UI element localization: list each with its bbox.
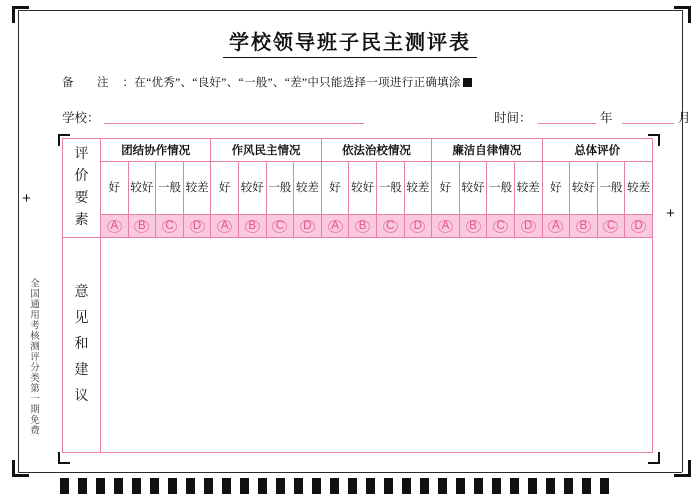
timing-bar <box>348 478 357 494</box>
table-row-options <box>63 162 653 215</box>
side-margin-text: 全国通用考核测评分类第一期免费 <box>28 278 38 436</box>
note-line <box>62 74 642 90</box>
bubble-cell-1-0[interactable] <box>211 215 239 238</box>
bubble-cell-2-1[interactable] <box>349 215 377 238</box>
timing-bar <box>510 478 519 494</box>
timing-bar <box>294 478 303 494</box>
table-row-group-headers <box>63 139 653 162</box>
corner-mark-bottom-left-icon <box>12 460 29 477</box>
timing-track <box>60 478 660 494</box>
option-cell-1-1: 较好 <box>238 162 266 215</box>
year-input-line[interactable] <box>538 123 596 124</box>
note-label: 备 注 <box>62 77 115 89</box>
school-time-row <box>62 108 691 128</box>
time-label: 时间： <box>494 111 532 125</box>
option-cell-3-3: 较差 <box>514 162 542 215</box>
filled-bubble-sample-icon <box>463 78 472 87</box>
page-frame-left <box>18 10 19 472</box>
bubble-3-3[interactable]: D <box>521 220 536 233</box>
bubble-cell-2-0[interactable] <box>321 215 349 238</box>
bubble-cell-3-3[interactable] <box>514 215 542 238</box>
timing-bar <box>420 478 429 494</box>
timing-bar <box>384 478 393 494</box>
bubble-2-0[interactable]: A <box>328 220 343 233</box>
timing-bar <box>204 478 213 494</box>
page-title-text: 学校领导班子民主测评表 <box>223 32 477 58</box>
timing-bar <box>564 478 573 494</box>
timing-bar <box>276 478 285 494</box>
page-frame-right <box>682 10 683 472</box>
bubble-cell-0-3[interactable] <box>183 215 211 238</box>
table-row-bubbles <box>63 215 653 238</box>
timing-bar <box>114 478 123 494</box>
bubble-3-2[interactable]: C <box>493 220 508 233</box>
evaluation-table <box>62 138 653 453</box>
bubble-cell-2-3[interactable] <box>404 215 432 238</box>
timing-bar <box>474 478 483 494</box>
bubble-cell-1-2[interactable] <box>266 215 294 238</box>
timing-bar <box>366 478 375 494</box>
timing-bar <box>402 478 411 494</box>
bubble-cell-3-1[interactable] <box>459 215 487 238</box>
option-cell-2-3: 较差 <box>404 162 432 215</box>
option-cell-1-0: 好 <box>211 162 239 215</box>
school-input-line[interactable] <box>104 123 364 124</box>
bubble-cell-4-1[interactable] <box>570 215 598 238</box>
bubble-0-2[interactable]: C <box>162 220 177 233</box>
bubble-1-0[interactable]: A <box>217 220 232 233</box>
timing-bar <box>312 478 321 494</box>
registration-plus-right-icon: + <box>666 205 675 222</box>
timing-bar <box>546 478 555 494</box>
option-cell-1-3: 较差 <box>294 162 322 215</box>
page-frame-bottom <box>18 472 682 473</box>
group-header-1: 作风民主情况 <box>211 139 321 162</box>
bubble-2-1[interactable]: B <box>355 220 370 233</box>
bubble-1-1[interactable]: B <box>245 220 260 233</box>
timing-bar <box>492 478 501 494</box>
bubble-cell-4-0[interactable] <box>542 215 570 238</box>
bubble-cell-2-2[interactable] <box>376 215 404 238</box>
option-cell-0-2: 一般 <box>156 162 184 215</box>
bubble-cell-0-2[interactable] <box>156 215 184 238</box>
bubble-cell-0-0[interactable] <box>101 215 129 238</box>
timing-bar <box>96 478 105 494</box>
bubble-cell-4-2[interactable] <box>597 215 625 238</box>
row-header-evaluation: 评 价 要 素 <box>63 139 101 238</box>
option-cell-4-1: 较好 <box>570 162 598 215</box>
note-text: ：在“优秀”、“良好”、“一般”、“差”中只能选择一项进行正确填涂 <box>122 77 461 89</box>
timing-bar <box>78 478 87 494</box>
option-cell-4-0: 好 <box>542 162 570 215</box>
school-label: 学校： <box>62 111 100 125</box>
option-cell-2-2: 一般 <box>376 162 404 215</box>
month-label: 月 <box>678 111 691 125</box>
table-row-opinion <box>63 238 653 453</box>
bubble-3-1[interactable]: B <box>466 220 481 233</box>
group-header-0: 团结协作情况 <box>101 139 211 162</box>
timing-bar <box>186 478 195 494</box>
timing-bar <box>60 478 69 494</box>
option-cell-3-2: 一般 <box>487 162 515 215</box>
bubble-0-3[interactable]: D <box>190 220 205 233</box>
bubble-1-2[interactable]: C <box>272 220 287 233</box>
corner-mark-bottom-right-icon <box>674 460 691 477</box>
option-cell-4-3: 较差 <box>625 162 653 215</box>
row-header-evaluation-c0: 评 <box>74 147 89 162</box>
page-frame-top <box>18 10 682 11</box>
option-cell-3-0: 好 <box>432 162 460 215</box>
table-bracket-bottom-right-icon <box>648 452 660 464</box>
bubble-2-2[interactable]: C <box>383 220 398 233</box>
timing-bar <box>582 478 591 494</box>
corner-mark-top-right-icon <box>674 6 691 23</box>
year-label: 年 <box>600 111 613 125</box>
registration-plus-left-icon: + <box>22 190 31 207</box>
bubble-2-3[interactable]: D <box>410 220 425 233</box>
page-title <box>0 26 700 55</box>
bubble-cell-3-2[interactable] <box>487 215 515 238</box>
month-input-line[interactable] <box>622 123 674 124</box>
bubble-1-3[interactable]: D <box>300 220 315 233</box>
option-cell-0-3: 较差 <box>183 162 211 215</box>
group-header-4: 总体评价 <box>542 139 652 162</box>
table-bracket-bottom-left-icon <box>58 452 70 464</box>
bubble-cell-3-0[interactable] <box>432 215 460 238</box>
timing-bar <box>528 478 537 494</box>
bubble-0-0[interactable]: A <box>107 220 122 233</box>
row-header-opinion: 意 见 和 建 议 <box>63 238 101 453</box>
option-cell-2-0: 好 <box>321 162 349 215</box>
timing-bar <box>150 478 159 494</box>
option-cell-1-2: 一般 <box>266 162 294 215</box>
bubble-cell-4-3[interactable] <box>625 215 653 238</box>
timing-bar <box>222 478 231 494</box>
bubble-4-0[interactable]: A <box>548 220 563 233</box>
timing-bar <box>240 478 249 494</box>
timing-bar <box>330 478 339 494</box>
timing-bar <box>600 478 609 494</box>
group-header-3: 廉洁自律情况 <box>432 139 542 162</box>
option-cell-0-0: 好 <box>101 162 129 215</box>
bubble-4-3[interactable]: D <box>631 220 646 233</box>
bubble-cell-1-1[interactable] <box>238 215 266 238</box>
bubble-cell-0-1[interactable] <box>128 215 156 238</box>
timing-bar <box>456 478 465 494</box>
timing-bar <box>438 478 447 494</box>
bubble-0-1[interactable]: B <box>134 220 149 233</box>
option-cell-4-2: 一般 <box>597 162 625 215</box>
corner-mark-top-left-icon <box>12 6 29 23</box>
option-cell-2-1: 较好 <box>349 162 377 215</box>
bubble-3-0[interactable]: A <box>438 220 453 233</box>
group-header-2: 依法治校情况 <box>321 139 431 162</box>
timing-bar <box>258 478 267 494</box>
bubble-cell-1-3[interactable] <box>294 215 322 238</box>
option-cell-3-1: 较好 <box>459 162 487 215</box>
bubble-4-2[interactable]: C <box>603 220 618 233</box>
opinion-write-area[interactable] <box>101 238 653 453</box>
timing-bar <box>132 478 141 494</box>
bubble-4-1[interactable]: B <box>576 220 591 233</box>
timing-bar <box>168 478 177 494</box>
option-cell-0-1: 较好 <box>128 162 156 215</box>
